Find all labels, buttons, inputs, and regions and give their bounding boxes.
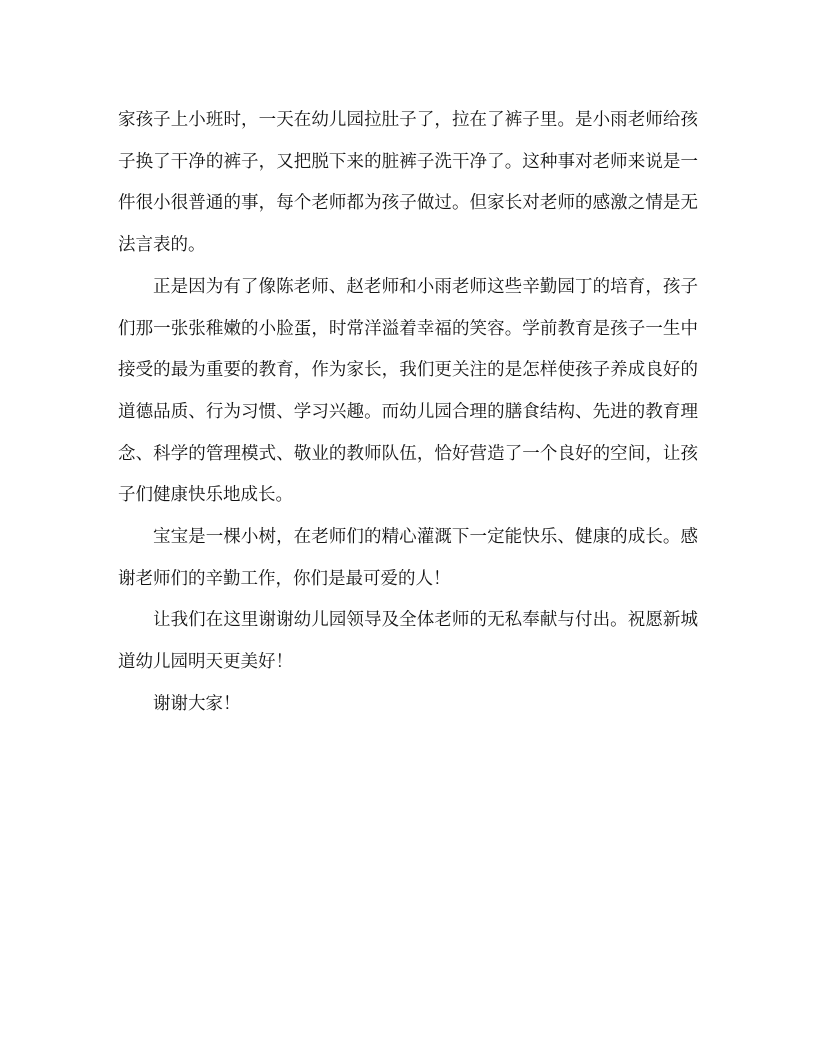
paragraph-2: 正是因为有了像陈老师、赵老师和小雨老师这些辛勤园丁的培育，孩子们那一张张稚嫩的小脸蛋，时常洋溢着幸福的笑容。学前教育是孩子一生中接受的最为重要的教育，作为家长，我们更关注的是怎样使孩子养成良好的道德品质、行为习惯、学习兴趣。而幼儿园合理的膳食结构、先进的教育理念、科学的管理模式、敬业的教师队伍，恰好营造了一个良好的空间，让孩子们健康快乐地成长。 (118, 276, 698, 506)
paragraph-1: 家孩子上小班时，一天在幼儿园拉肚子了，拉在了裤子里。是小雨老师给孩子换了干净的裤子，又把脱下来的脏裤子洗干净了。这种事对老师来说是一件很小很普通的事，每个老师都为孩子做过。但家长对老师的感激之情是无法言表的。 (118, 110, 698, 256)
document-body (118, 100, 698, 726)
paragraph-4: 让我们在这里谢谢幼儿园领导及全体老师的无私奉献与付出。祝愿新城道幼儿园明天更美好！ (118, 610, 698, 673)
paragraph-5: 谢谢大家！ (153, 693, 241, 714)
paragraph-3: 宝宝是一棵小树，在老师们的精心灌溉下一定能快乐、健康的成长。感谢老师们的辛勤工作，你们是最可爱的人！ (118, 527, 698, 589)
